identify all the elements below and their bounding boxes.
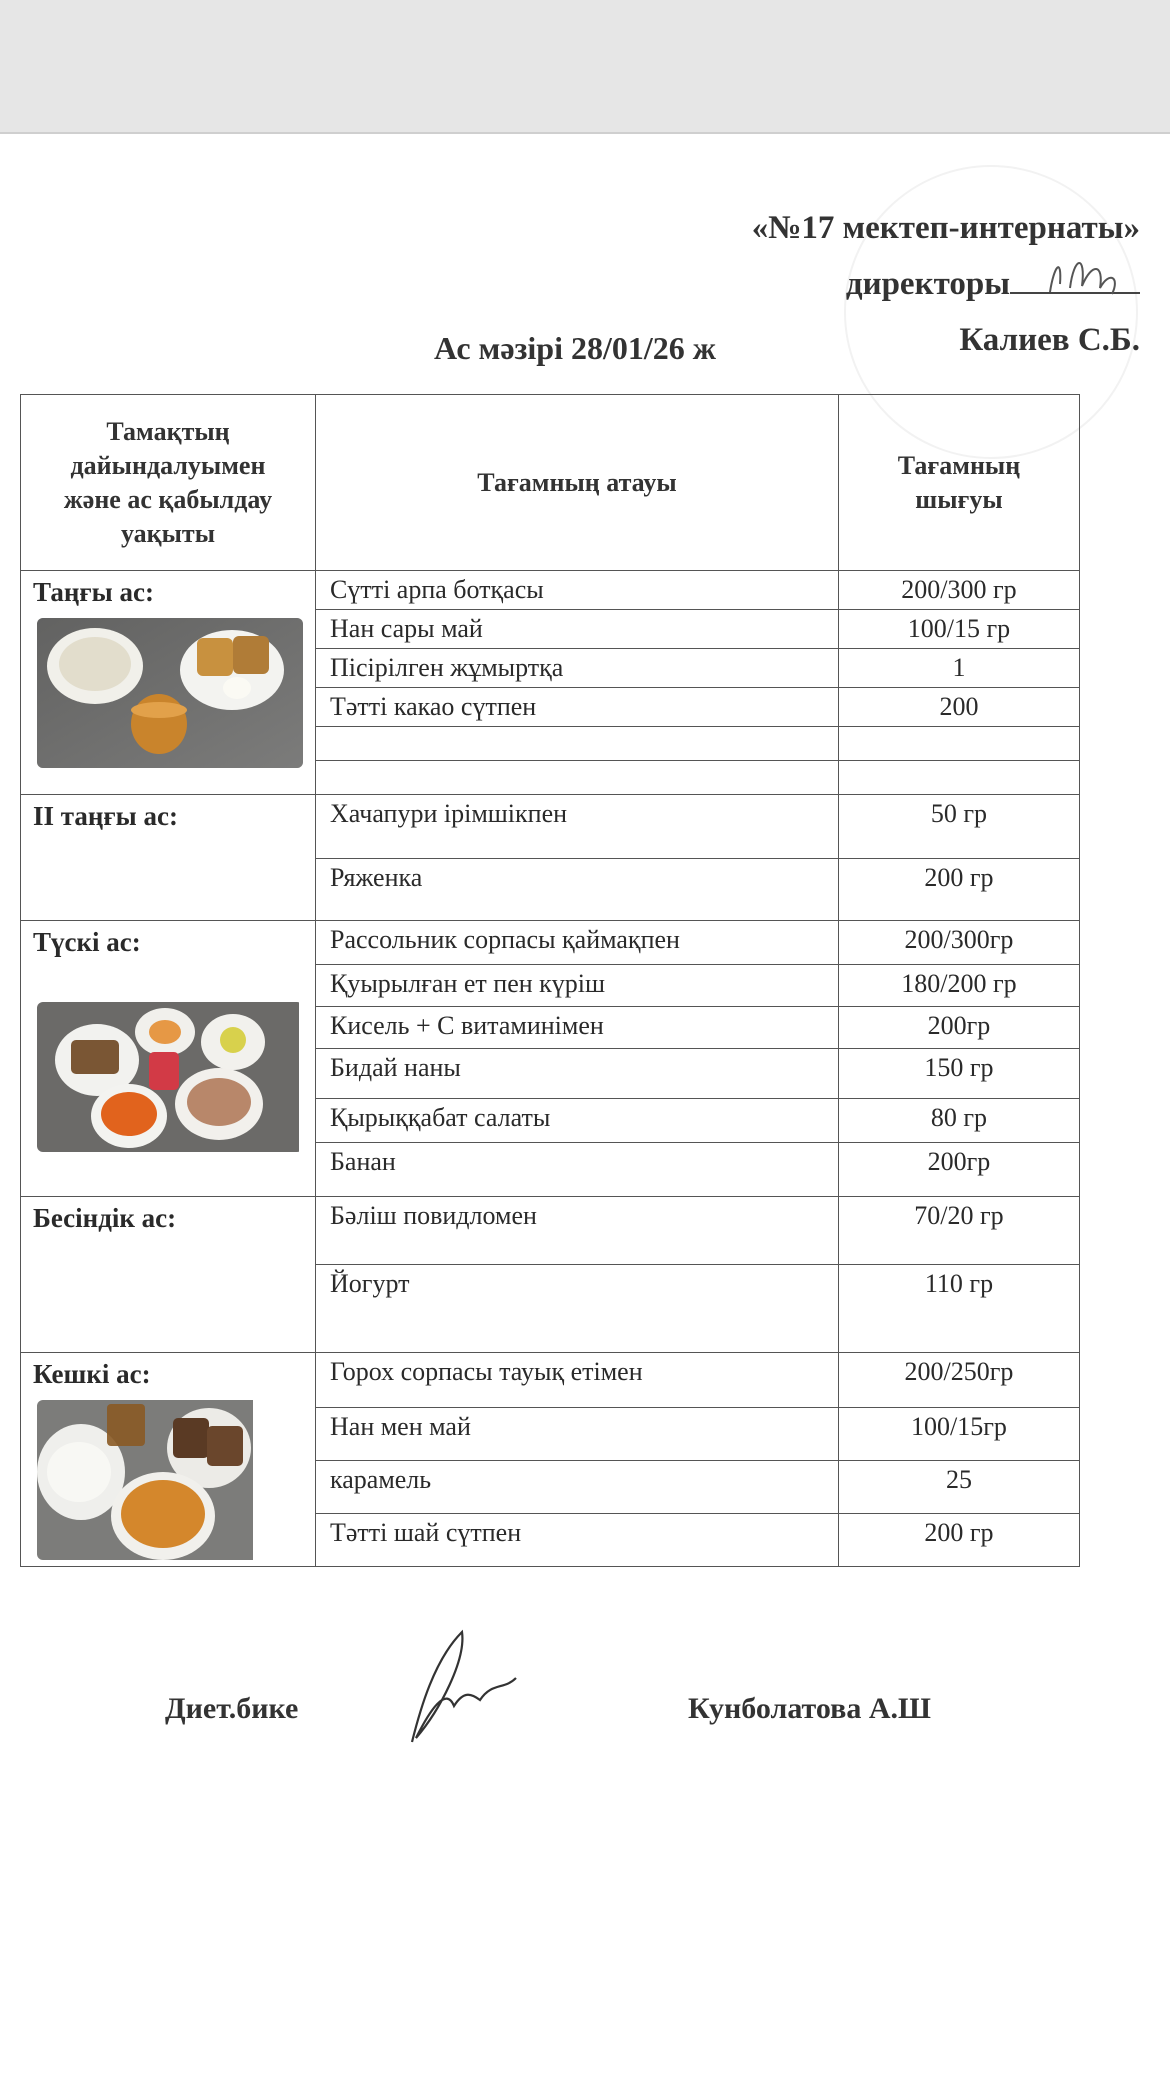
dish-name: Бидай наны bbox=[316, 1049, 839, 1099]
table-row bbox=[21, 921, 1080, 965]
lunch-photo bbox=[37, 1002, 303, 1152]
director-signature-icon bbox=[1040, 248, 1150, 298]
dish-name: Кисель + С витаминімен bbox=[316, 1007, 839, 1049]
dish-quantity: 150 гр bbox=[838, 1049, 1079, 1099]
director-signature-line bbox=[1010, 262, 1140, 294]
dish-quantity: 100/15гр bbox=[838, 1408, 1079, 1461]
meal-name: Түскі ас: bbox=[33, 927, 141, 957]
dietitian-label: Диет.бике bbox=[165, 1692, 299, 1725]
menu-body bbox=[21, 571, 1080, 1567]
dish-name: Қуырылған ет пен күріш bbox=[316, 965, 839, 1007]
dish-name: Нан мен май bbox=[316, 1408, 839, 1461]
dish-quantity: 200 гр bbox=[838, 1514, 1079, 1567]
dish-name bbox=[316, 727, 839, 761]
dish-name: Сүтті арпа ботқасы bbox=[316, 571, 839, 610]
dinner-photo bbox=[37, 1400, 303, 1560]
dish-name: Йогурт bbox=[316, 1265, 839, 1353]
dish-name: Пісірілген жұмыртқа bbox=[316, 649, 839, 688]
dish-name: Хачапури ірімшікпен bbox=[316, 795, 839, 859]
dish-name bbox=[316, 761, 839, 795]
dish-name: Бәліш повидломен bbox=[316, 1197, 839, 1265]
dish-quantity: 80 гр bbox=[838, 1099, 1079, 1143]
approval-director bbox=[752, 256, 1140, 312]
table-header-row bbox=[21, 395, 1080, 571]
dish-quantity bbox=[838, 727, 1079, 761]
approval-director-label: директоры bbox=[845, 266, 1010, 302]
dish-quantity: 200/300 гр bbox=[838, 571, 1079, 610]
meal-cell bbox=[21, 795, 316, 921]
dish-quantity: 200 bbox=[838, 688, 1079, 727]
table-row bbox=[21, 1353, 1080, 1408]
breakfast-photo bbox=[37, 618, 303, 768]
dish-quantity: 70/20 гр bbox=[838, 1197, 1079, 1265]
meal-name: ІІ таңғы ас: bbox=[33, 801, 178, 831]
dish-name: Қырыққабат салаты bbox=[316, 1099, 839, 1143]
meal-cell bbox=[21, 1353, 316, 1567]
meal-cell bbox=[21, 921, 316, 1197]
dish-quantity: 50 гр bbox=[838, 795, 1079, 859]
viewer-top-bar bbox=[0, 0, 1170, 134]
meal-name: Бесіндік ас: bbox=[33, 1203, 177, 1233]
meal-cell bbox=[21, 571, 316, 795]
menu-table bbox=[20, 394, 1080, 1567]
meal-name: Таңғы ас: bbox=[33, 577, 154, 607]
dish-name: Горох сорпасы тауық етімен bbox=[316, 1353, 839, 1408]
dish-quantity: 110 гр bbox=[838, 1265, 1079, 1353]
dish-quantity: 1 bbox=[838, 649, 1079, 688]
dish-quantity: 25 bbox=[838, 1461, 1079, 1514]
header-time: Тамақтың дайындалуымен және ас қабылдау уақыты bbox=[21, 395, 316, 571]
meal-cell bbox=[21, 1197, 316, 1353]
header-yield: Тағамның шығуы bbox=[838, 395, 1079, 571]
meal-name: Кешкі ас: bbox=[33, 1359, 151, 1389]
dietitian-name: Кунболатова А.Ш bbox=[688, 1692, 931, 1725]
dish-name: Ряженка bbox=[316, 859, 839, 921]
dish-quantity bbox=[838, 761, 1079, 795]
header-name: Тағамның атауы bbox=[316, 395, 839, 571]
dish-name: Тәтті какао сүтпен bbox=[316, 688, 839, 727]
dish-name: Рассольник сорпасы қаймақпен bbox=[316, 921, 839, 965]
dish-quantity: 200гр bbox=[838, 1007, 1079, 1049]
dish-quantity: 200/250гр bbox=[838, 1353, 1079, 1408]
dish-quantity: 180/200 гр bbox=[838, 965, 1079, 1007]
dish-name: Нан сары май bbox=[316, 610, 839, 649]
dish-name: Банан bbox=[316, 1143, 839, 1197]
dish-quantity: 100/15 гр bbox=[838, 610, 1079, 649]
approval-name: Калиев С.Б. bbox=[959, 322, 1140, 358]
dish-quantity: 200гр bbox=[838, 1143, 1079, 1197]
approval-school: «№17 мектеп-интернаты» bbox=[751, 210, 1140, 246]
table-row bbox=[21, 571, 1080, 610]
table-row bbox=[21, 795, 1080, 859]
dish-quantity: 200 гр bbox=[838, 859, 1079, 921]
dish-quantity: 200/300гр bbox=[838, 921, 1079, 965]
dish-name: карамель bbox=[316, 1461, 839, 1514]
page-title: Ас мәзірі 28/01/26 ж bbox=[434, 330, 716, 366]
dietitian-signature-icon bbox=[400, 1620, 530, 1750]
dish-name: Тәтті шай сүтпен bbox=[316, 1514, 839, 1567]
table-row bbox=[21, 1197, 1080, 1265]
